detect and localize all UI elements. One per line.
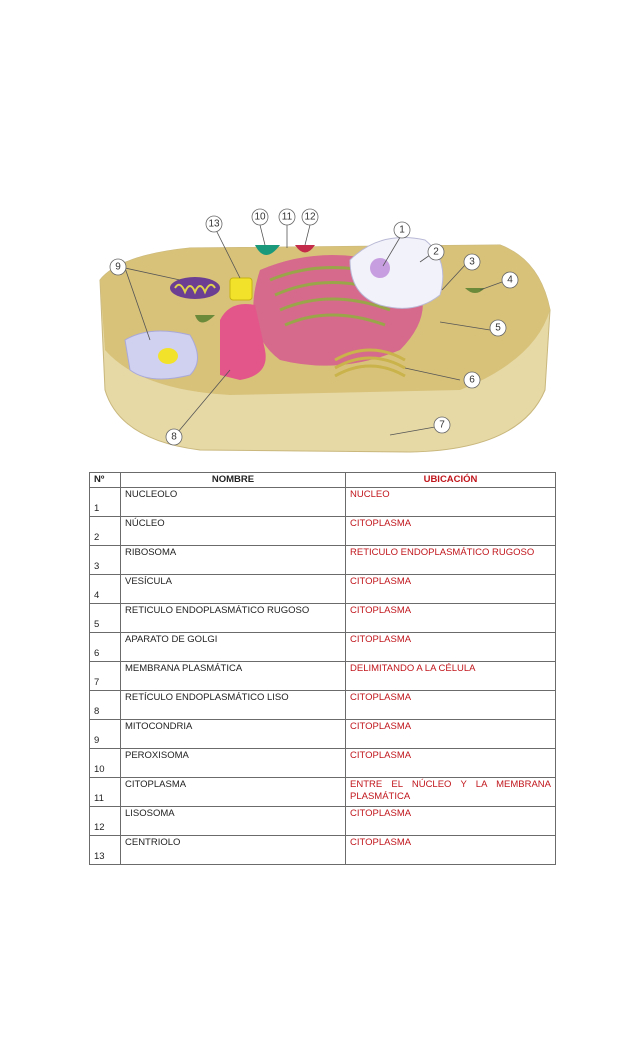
- row-name: PEROXISOMA: [121, 749, 346, 778]
- table-row: [90, 836, 556, 865]
- table-row: [90, 778, 556, 807]
- row-location: ENTRE EL NÚCLEO Y LA MEMBRANA PLASMÁTICA: [346, 778, 556, 807]
- centriole: [230, 278, 252, 300]
- callout-12: 12: [304, 211, 316, 223]
- row-location: CITOPLASMA: [346, 575, 556, 604]
- organelle-table: [89, 472, 556, 865]
- row-name: NÚCLEO: [121, 517, 346, 546]
- callout-3: 3: [469, 256, 475, 268]
- callout-11: 11: [281, 211, 293, 223]
- row-number: 13: [90, 836, 121, 865]
- row-name: RETÍCULO ENDOPLASMÁTICO LISO: [121, 691, 346, 720]
- header-location: UBICACIÓN: [346, 473, 556, 488]
- row-number: 9: [90, 720, 121, 749]
- table-row: [90, 633, 556, 662]
- row-number: 12: [90, 807, 121, 836]
- row-location: CITOPLASMA: [346, 517, 556, 546]
- table-row: [90, 517, 556, 546]
- row-number: 1: [90, 488, 121, 517]
- row-number: 8: [90, 691, 121, 720]
- header-name: NOMBRE: [121, 473, 346, 488]
- row-location: CITOPLASMA: [346, 749, 556, 778]
- callout-7: 7: [439, 419, 445, 431]
- row-name: NUCLEOLO: [121, 488, 346, 517]
- row-location: CITOPLASMA: [346, 720, 556, 749]
- animal-cell-diagram: [80, 200, 560, 460]
- callout-9: 9: [115, 261, 121, 273]
- row-location: CITOPLASMA: [346, 836, 556, 865]
- row-number: 7: [90, 662, 121, 691]
- vacuole-inclusion: [158, 348, 178, 364]
- table-row: [90, 546, 556, 575]
- row-location: CITOPLASMA: [346, 807, 556, 836]
- callout-13: 13: [208, 218, 220, 230]
- table-header-row: [90, 473, 556, 488]
- row-location: CITOPLASMA: [346, 604, 556, 633]
- row-name: APARATO DE GOLGI: [121, 633, 346, 662]
- row-location: DELIMITANDO A LA CÉLULA: [346, 662, 556, 691]
- nucleolus: [370, 258, 390, 278]
- callout-6: 6: [469, 374, 475, 386]
- row-location: CITOPLASMA: [346, 633, 556, 662]
- row-name: LISOSOMA: [121, 807, 346, 836]
- row-number: 4: [90, 575, 121, 604]
- table-body: [90, 488, 556, 865]
- callout-8: 8: [171, 431, 177, 443]
- mitochondrion: [170, 277, 220, 299]
- table-row: [90, 575, 556, 604]
- table-row: [90, 807, 556, 836]
- table-row: [90, 604, 556, 633]
- row-number: 5: [90, 604, 121, 633]
- callout-1: 1: [399, 224, 405, 236]
- row-name: RETICULO ENDOPLASMÁTICO RUGOSO: [121, 604, 346, 633]
- callout-2: 2: [433, 246, 439, 258]
- callout-5: 5: [495, 322, 501, 334]
- row-number: 2: [90, 517, 121, 546]
- row-number: 11: [90, 778, 121, 807]
- row-name: VESÍCULA: [121, 575, 346, 604]
- header-number: Nº: [90, 473, 121, 488]
- row-name: RIBOSOMA: [121, 546, 346, 575]
- table-row: [90, 720, 556, 749]
- row-number: 6: [90, 633, 121, 662]
- row-number: 10: [90, 749, 121, 778]
- table-row: [90, 662, 556, 691]
- table-row: [90, 691, 556, 720]
- callout-10: 10: [254, 211, 266, 223]
- row-number: 3: [90, 546, 121, 575]
- callout-4: 4: [507, 274, 513, 286]
- row-name: MEMBRANA PLASMÁTICA: [121, 662, 346, 691]
- row-location: CITOPLASMA: [346, 691, 556, 720]
- row-location: NUCLEO: [346, 488, 556, 517]
- table-row: [90, 488, 556, 517]
- table-row: [90, 749, 556, 778]
- row-name: MITOCONDRIA: [121, 720, 346, 749]
- row-location: RETICULO ENDOPLASMÁTICO RUGOSO: [346, 546, 556, 575]
- row-name: CITOPLASMA: [121, 778, 346, 807]
- row-name: CENTRIOLO: [121, 836, 346, 865]
